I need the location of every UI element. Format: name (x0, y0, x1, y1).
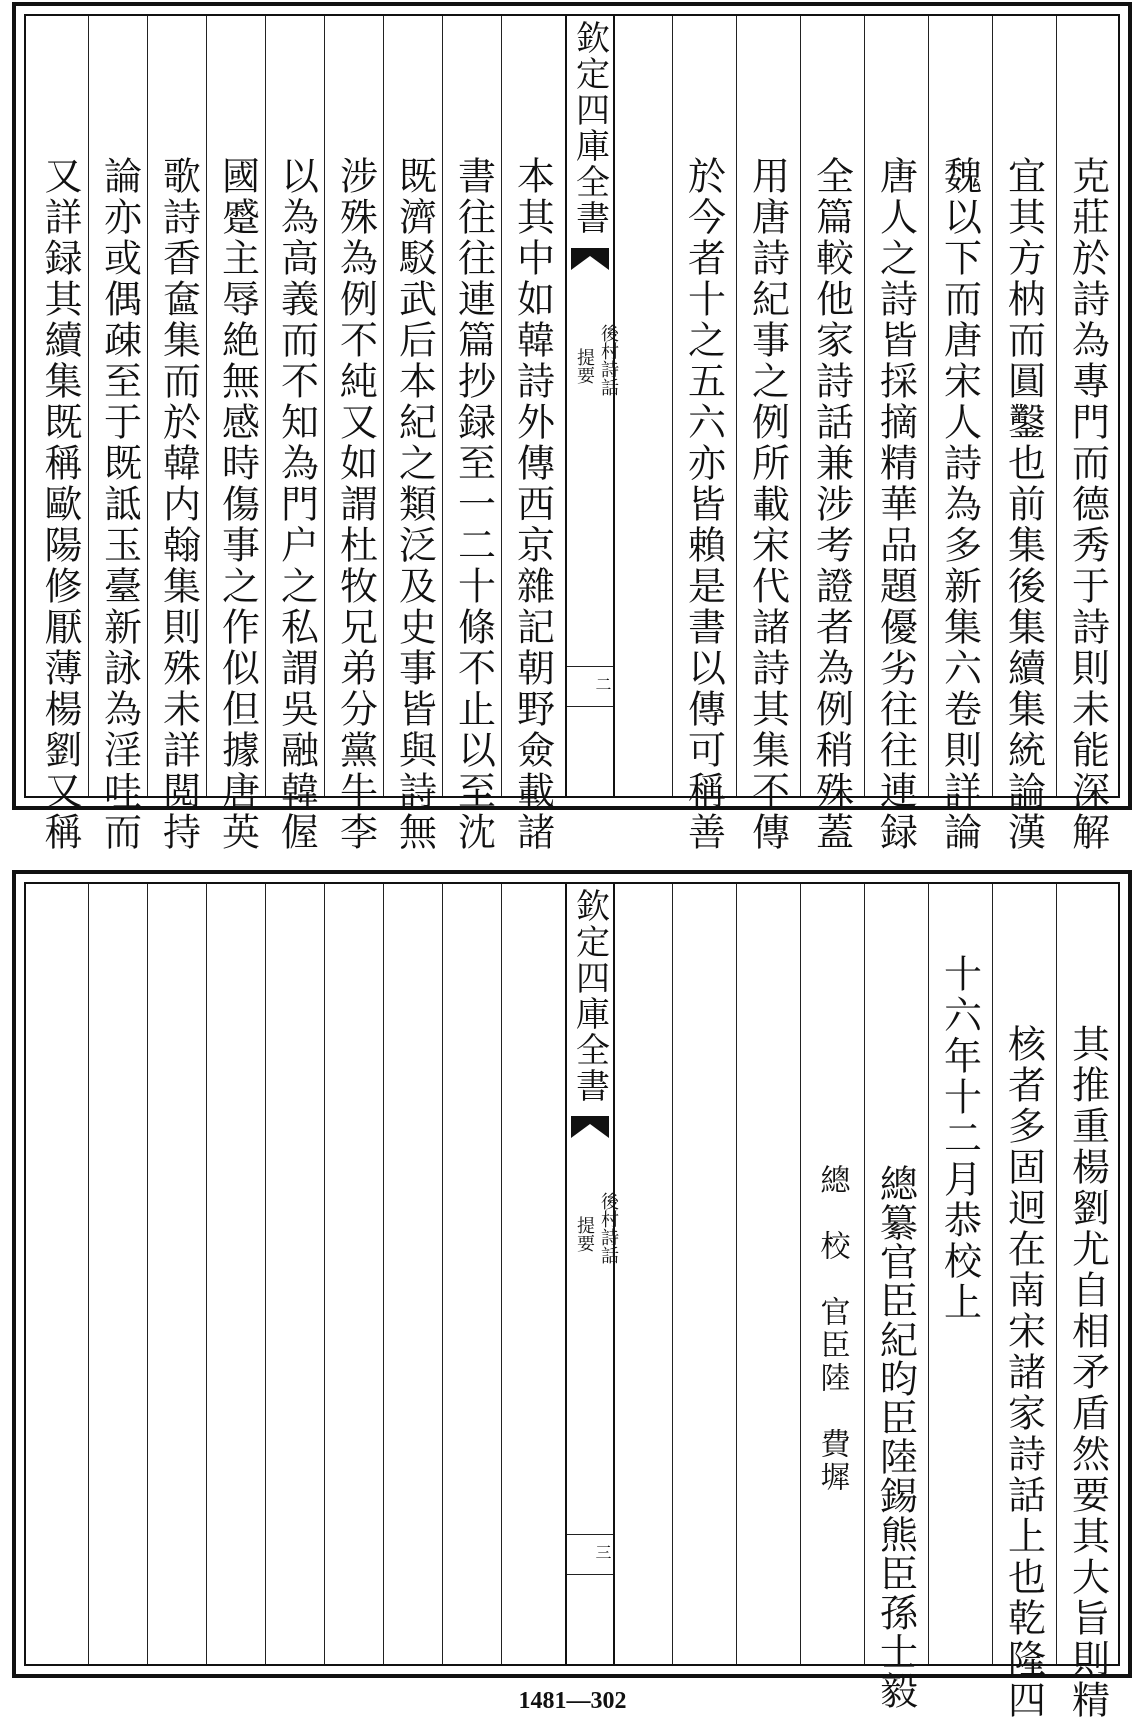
text-column (29, 16, 91, 853)
text-column (1056, 16, 1118, 853)
column-text: 以為高義而不知為門户之私謂吳融韓偓 (274, 156, 319, 853)
text-column (147, 16, 209, 853)
column-text: 論亦或偶疎至于既詆玉臺新詠為淫哇而 (97, 156, 142, 853)
center-book-title: 後村詩話 (598, 1192, 619, 1264)
text-column (864, 884, 926, 1710)
text-column (736, 884, 798, 1664)
center-book-title: 後村詩話 (598, 324, 619, 396)
center-page-number: 三 (593, 1544, 612, 1560)
fish-tail-mark-icon (571, 1116, 609, 1138)
text-column (736, 16, 798, 853)
text-column (383, 884, 445, 1664)
column-text: 克莊於詩為專門而德秀于詩則未能深解 (1065, 156, 1110, 853)
page-frame (24, 14, 1120, 853)
center-section: 提要 (574, 1216, 595, 1252)
center-title: 欽定四庫全書 (569, 20, 610, 236)
text-column (29, 884, 91, 1664)
center-strip (565, 16, 619, 796)
text-column (88, 16, 150, 853)
fish-tail-mark-icon (571, 248, 609, 270)
text-column (672, 884, 734, 1664)
column-text: 本其中如韓詩外傳西京雜記朝野僉載諸 (510, 156, 555, 853)
center-strip (565, 884, 619, 1664)
text-column (1056, 884, 1118, 1721)
text-column (265, 16, 327, 853)
center-page-number: 二 (593, 676, 612, 692)
column-text: 唐人之詩皆採摘精華品題優劣往往連録 (873, 156, 918, 853)
column-text: 十六年十二月恭校上 (937, 954, 982, 1323)
column-text: 核者多固迥在南宋諸家詩話上也乾隆四 (1001, 1024, 1046, 1721)
text-column (672, 16, 734, 853)
center-section: 提要 (574, 348, 595, 384)
column-text: 國蹙主辱絶無感時傷事之作似但據唐英 (215, 156, 260, 853)
column-text: 書往往連篇抄録至一二十條不止以至沈 (451, 156, 496, 853)
text-column (501, 16, 563, 853)
text-column (800, 16, 862, 853)
column-text: 既濟駁武后本紀之類泛及史事皆與詩無 (392, 156, 437, 853)
column-text: 總 校 官臣陸 費墀 (814, 1164, 850, 1494)
text-column (442, 884, 504, 1664)
text-column (442, 16, 504, 853)
text-column (206, 16, 268, 853)
text-column (324, 884, 386, 1664)
divider (567, 1534, 613, 1535)
divider (567, 1574, 613, 1575)
text-column (864, 16, 926, 853)
text-column (800, 884, 862, 1664)
column-text: 全篇較他家詩話兼涉考證者為例稍殊蓋 (809, 156, 854, 853)
text-column (928, 16, 990, 853)
text-column (147, 884, 209, 1664)
divider (567, 706, 613, 707)
text-column (265, 884, 327, 1664)
center-title: 欽定四庫全書 (569, 888, 610, 1104)
text-column (992, 16, 1054, 853)
page-footer-number: 1481—302 (518, 1688, 627, 1714)
column-text: 總纂官臣紀昀臣陸錫熊臣孫士毅 (873, 1164, 918, 1710)
column-text: 涉殊為例不純又如謂杜牧兄弟分黨牛李 (333, 156, 378, 853)
page-upper (12, 2, 1132, 853)
column-text: 又詳録其續集既稱歐陽修厭薄楊劉又稱 (38, 156, 82, 853)
divider (567, 666, 613, 667)
text-column (928, 884, 990, 1664)
text-column (88, 884, 150, 1664)
text-column (324, 16, 386, 853)
column-text: 於今者十之五六亦皆賴是書以傳可稱善 (681, 156, 726, 853)
text-column (383, 16, 445, 853)
column-text: 其推重楊劉尤自相矛盾然要其大旨則精 (1065, 1024, 1110, 1721)
column-text: 歌詩香奩集而於韓内翰集則殊未詳閲持 (156, 156, 201, 853)
column-text: 用唐詩紀事之例所載宋代諸詩其集不傳 (745, 156, 790, 853)
text-column (501, 884, 563, 1664)
column-text: 宜其方枘而圓鑿也前集後集續集統論漢 (1001, 156, 1046, 853)
text-column (206, 884, 268, 1664)
column-text: 魏以下而唐宋人詩為多新集六卷則詳論 (937, 156, 982, 853)
text-column (992, 884, 1054, 1721)
